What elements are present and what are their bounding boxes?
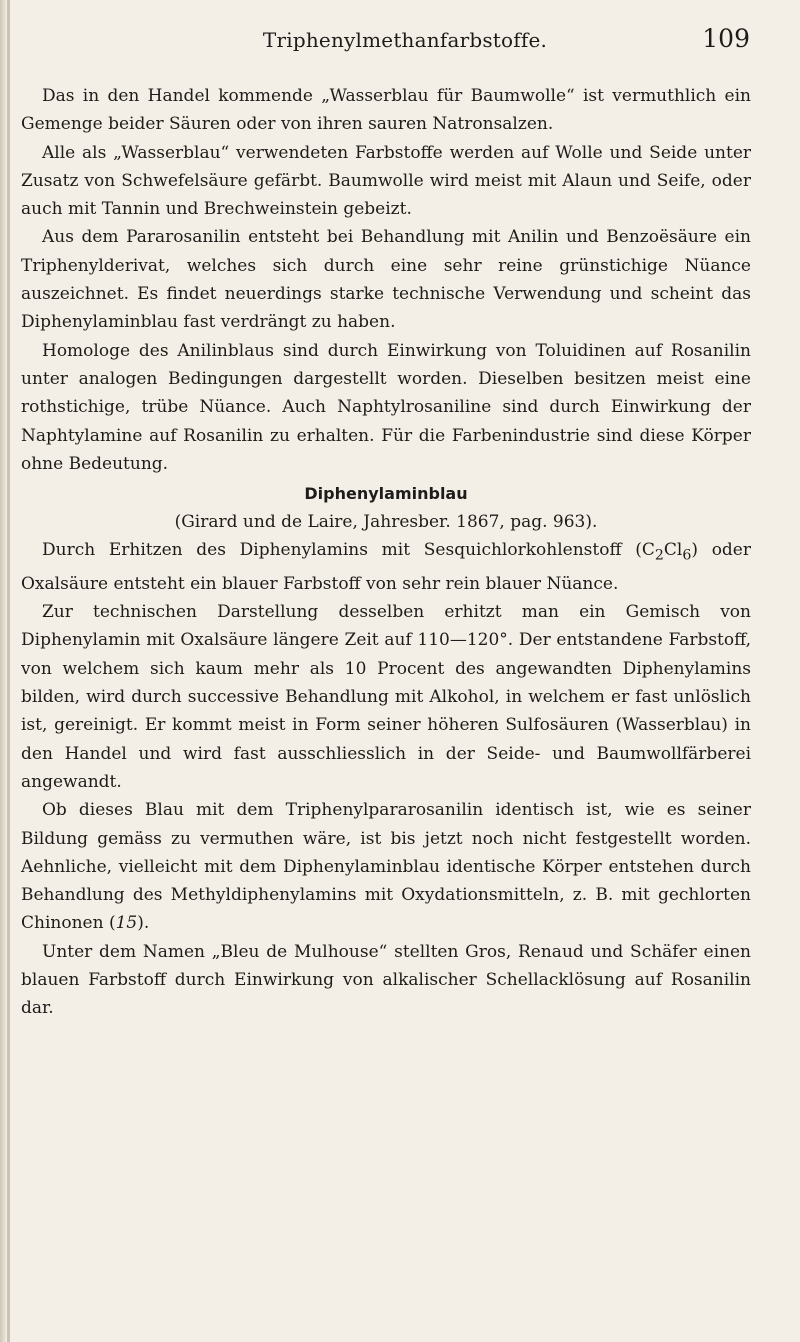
subscript-chlorine: 6 — [682, 547, 692, 564]
running-header — [20, 24, 790, 62]
running-title: Triphenylmethanfarbstoffe. — [262, 28, 548, 52]
paragraph-text: ) oder Oxalsäure entsteht ein blauer Farbstoff von sehr rein blauer Nüance. — [21, 540, 751, 594]
paragraph-text: Durch Erhitzen des Diphenylamins mit Sesquichlorkohlenstoff (C — [42, 540, 655, 561]
paragraph-homologe: Homologe des Anilinblaus sind durch Einwirkung von Toluidinen auf Rosanilin unter analogen Bedingungen dargestellt worden. Dieselben besitzen meist eine rothstichige, trübe Nüance. Auch Naphtylrosaniline sind durch Einwirkung der Naphtylamine auf Rosanilin zu erhalten. Für die Farbenindustrie sind diese Körper ohne Bedeutung. — [21, 340, 751, 474]
body-text — [21, 82, 751, 1023]
paragraph-faerben: Alle als „Wasserblau“ verwendeten Farbstoffe werden auf Wolle und Seide unter Zusatz von Schwefelsäure gefärbt. Baumwolle wird meist mit Alaun und Seife, oder auch mit Tannin und Brechweinstein gebeizt. — [21, 142, 751, 220]
formula-chlorine: Cl — [663, 540, 683, 561]
paragraph-wasserblau-baumwolle: Das in den Handel kommende „Wasserblau für Baumwolle“ ist vermuthlich ein Gemenge beider Säuren oder von ihren sauren Natronsalzen. — [21, 86, 751, 135]
paragraph-text: Ob dieses Blau mit dem Triphenylpararosanilin identisch ist, wie es seiner Bildung gemäss zu vermuthen wäre, ist bis jetzt noch nicht festgestellt worden. Aehnliche, vielleicht mit dem Diphenylaminblau identische Körper entstehen durch Behandlung des Methyldiphenylamins mit Oxydationsmitteln, z. B. mit gechlorten Chinonen ( — [21, 800, 751, 934]
paragraph-identitaet — [21, 796, 751, 937]
paragraph-darstellung — [21, 536, 751, 598]
paragraph-bleu-de-mulhouse: Unter dem Namen „Bleu de Mulhouse“ stellten Gros, Renaud und Schäfer einen blauen Farbstoff durch Einwirkung von alkalischer Schellacklösung auf Rosanilin dar. — [21, 941, 751, 1019]
subscript-carbon: 2 — [654, 547, 664, 564]
paragraph-triphenylderivat: Aus dem Pararosanilin entsteht bei Behandlung mit Anilin und Benzoësäure ein Triphenylderivat, welches sich durch eine sehr reine grünstichige Nüance auszeichnet. Es findet neuerdings starke technische Verwendung und scheint das Diphenylaminblau fast verdrängt zu haben. — [21, 227, 751, 333]
paragraph-text: ). — [137, 913, 150, 934]
page-number: 109 — [702, 24, 750, 53]
paragraph-technische-darstellung: Zur technischen Darstellung desselben erhitzt man ein Gemisch von Diphenylamin mit Oxalsäure längere Zeit auf 110—120°. Der entstandene Farbstoff, von welchem sich kaum mehr als 10 Procent des angewandten Diphenylamins bilden, wird durch successive Behandlung mit Alkohol, in welchem er fast unlöslich ist, gereinigt. Er kommt meist in Form seiner höheren Sulfosäuren (Wasserblau) in den Handel und wird fast ausschliesslich in der Seide- und Baumwollfärberei angewandt. — [21, 602, 751, 792]
section-citation: (Girard und de Laire, Jahresber. 1867, pag. 963). — [174, 512, 598, 533]
section-heading: Diphenylaminblau — [304, 484, 468, 504]
reference-number: 15 — [115, 913, 138, 934]
